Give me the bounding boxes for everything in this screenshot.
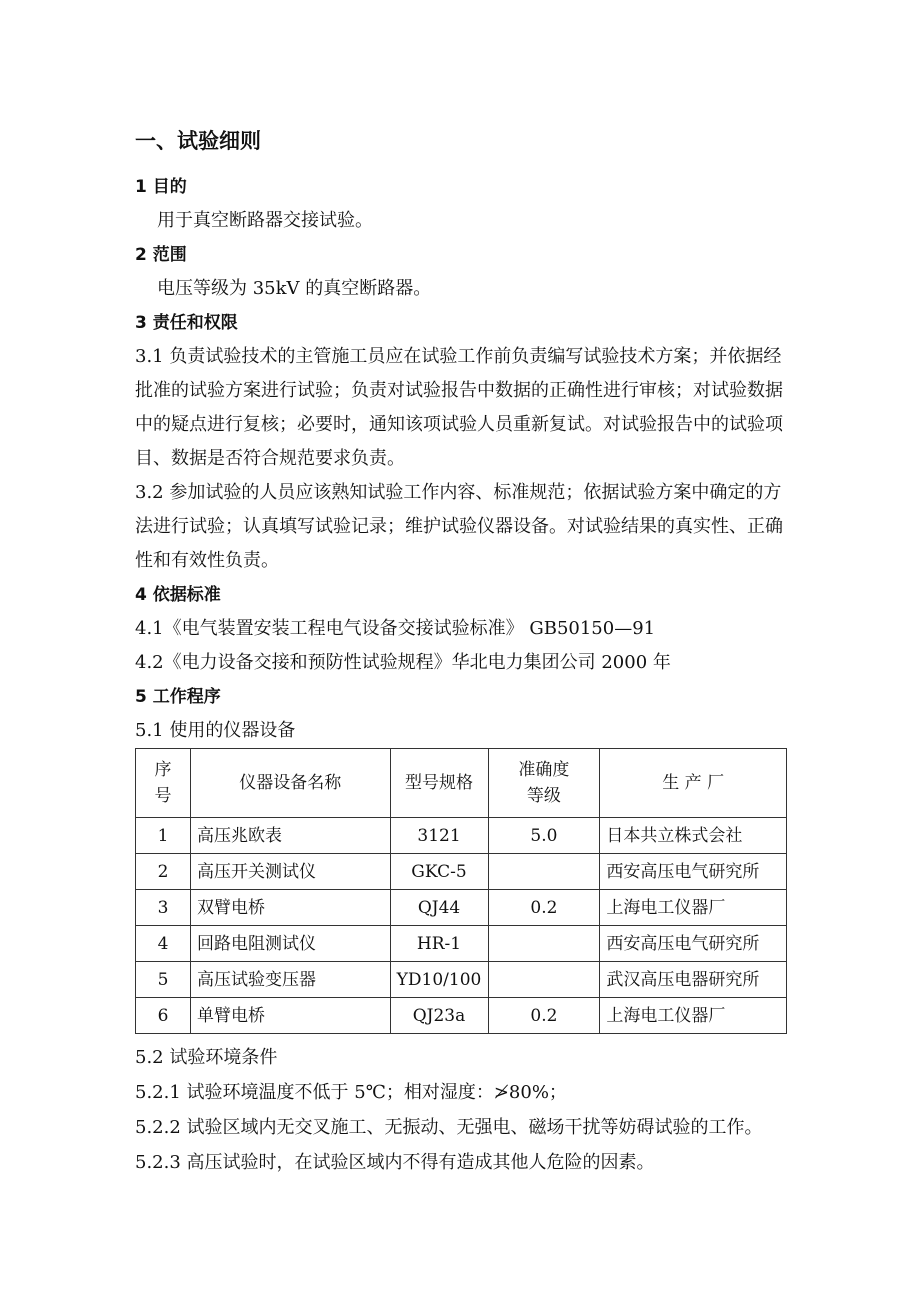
cell-model: YD10/100 bbox=[390, 962, 488, 998]
procedure-5-2-3: 5.2.3 高压试验时，在试验区域内不得有造成其他人危险的因素。 bbox=[135, 1152, 655, 1173]
cell-name: 高压试验变压器 bbox=[190, 962, 390, 998]
responsibility-3-1: 3.1 负责试验技术的主管施工员应在试验工作前负责编写试验技术方案；并依据经批准的试验方案进行试验；负责对试验报告中数据的正确性进行审核；对试验数据中的疑点进行复核；必要时，通知该项试验人员重新复试。对试验报告中的试验项目、数据是否符合规范要求负责。 bbox=[135, 346, 783, 469]
section-heading-scope: 2 范围 bbox=[135, 245, 187, 265]
cell-name: 回路电阻测试仪 bbox=[190, 926, 390, 962]
cell-manufacturer: 武汉高压电器研究所 bbox=[600, 962, 787, 998]
cell-index: 1 bbox=[136, 818, 191, 854]
scope-text: 电压等级为 35kV 的真空断路器。 bbox=[157, 278, 432, 299]
document-title: 一、试验细则 bbox=[135, 129, 261, 153]
header-accuracy: 准确度等级 bbox=[488, 749, 600, 818]
standard-4-2: 4.2《电力设备交接和预防性试验规程》华北电力集团公司 2000 年 bbox=[135, 652, 671, 673]
section-heading-standards: 4 依据标准 bbox=[135, 585, 221, 605]
document-page bbox=[135, 122, 787, 1180]
cell-accuracy: 0.2 bbox=[488, 890, 600, 926]
header-model: 型号规格 bbox=[390, 749, 488, 818]
cell-name: 双臂电桥 bbox=[190, 890, 390, 926]
cell-accuracy bbox=[488, 854, 600, 890]
section-heading-purpose: 1 目的 bbox=[135, 177, 187, 197]
cell-name: 高压兆欧表 bbox=[190, 818, 390, 854]
cell-index: 4 bbox=[136, 926, 191, 962]
cell-manufacturer: 西安高压电气研究所 bbox=[600, 854, 787, 890]
purpose-text: 用于真空断路器交接试验。 bbox=[157, 210, 373, 231]
procedure-5-2-2: 5.2.2 试验区域内无交叉施工、无振动、无强电、磁场干扰等妨碍试验的工作。 bbox=[135, 1117, 763, 1138]
procedure-5-1: 5.1 使用的仪器设备 bbox=[135, 720, 296, 741]
cell-model: QJ44 bbox=[390, 890, 488, 926]
table-row bbox=[136, 890, 787, 926]
cell-accuracy bbox=[488, 962, 600, 998]
cell-accuracy: 5.0 bbox=[488, 818, 600, 854]
cell-name: 单臂电桥 bbox=[190, 998, 390, 1034]
cell-manufacturer: 西安高压电气研究所 bbox=[600, 926, 787, 962]
table-row bbox=[136, 998, 787, 1034]
standard-4-1: 4.1《电气装置安装工程电气设备交接试验标准》 GB50150—91 bbox=[135, 618, 656, 639]
cell-manufacturer: 上海电工仪器厂 bbox=[600, 890, 787, 926]
cell-model: QJ23a bbox=[390, 998, 488, 1034]
equipment-table bbox=[135, 748, 787, 1034]
table-row bbox=[136, 962, 787, 998]
header-manufacturer: 生 产 厂 bbox=[600, 749, 787, 818]
cell-manufacturer: 上海电工仪器厂 bbox=[600, 998, 787, 1034]
header-name: 仪器设备名称 bbox=[190, 749, 390, 818]
cell-index: 2 bbox=[136, 854, 191, 890]
procedure-5-2: 5.2 试验环境条件 bbox=[135, 1047, 278, 1068]
cell-index: 5 bbox=[136, 962, 191, 998]
table-header-row bbox=[136, 749, 787, 818]
cell-accuracy bbox=[488, 926, 600, 962]
section-heading-procedure: 5 工作程序 bbox=[135, 687, 221, 707]
cell-accuracy: 0.2 bbox=[488, 998, 600, 1034]
table-row bbox=[136, 926, 787, 962]
procedure-5-2-1: 5.2.1 试验环境温度不低于 5℃；相对湿度：≯80%； bbox=[135, 1082, 567, 1103]
cell-model: 3121 bbox=[390, 818, 488, 854]
cell-index: 3 bbox=[136, 890, 191, 926]
cell-model: GKC-5 bbox=[390, 854, 488, 890]
section-heading-responsibility: 3 责任和权限 bbox=[135, 313, 238, 333]
table-row bbox=[136, 818, 787, 854]
cell-index: 6 bbox=[136, 998, 191, 1034]
table-row bbox=[136, 854, 787, 890]
cell-manufacturer: 日本共立株式会社 bbox=[600, 818, 787, 854]
cell-model: HR-1 bbox=[390, 926, 488, 962]
header-index: 序号 bbox=[136, 749, 191, 818]
responsibility-3-2: 3.2 参加试验的人员应该熟知试验工作内容、标准规范；依据试验方案中确定的方法进行试验；认真填写试验记录；维护试验仪器设备。对试验结果的真实性、正确性和有效性负责。 bbox=[135, 482, 783, 571]
cell-name: 高压开关测试仪 bbox=[190, 854, 390, 890]
